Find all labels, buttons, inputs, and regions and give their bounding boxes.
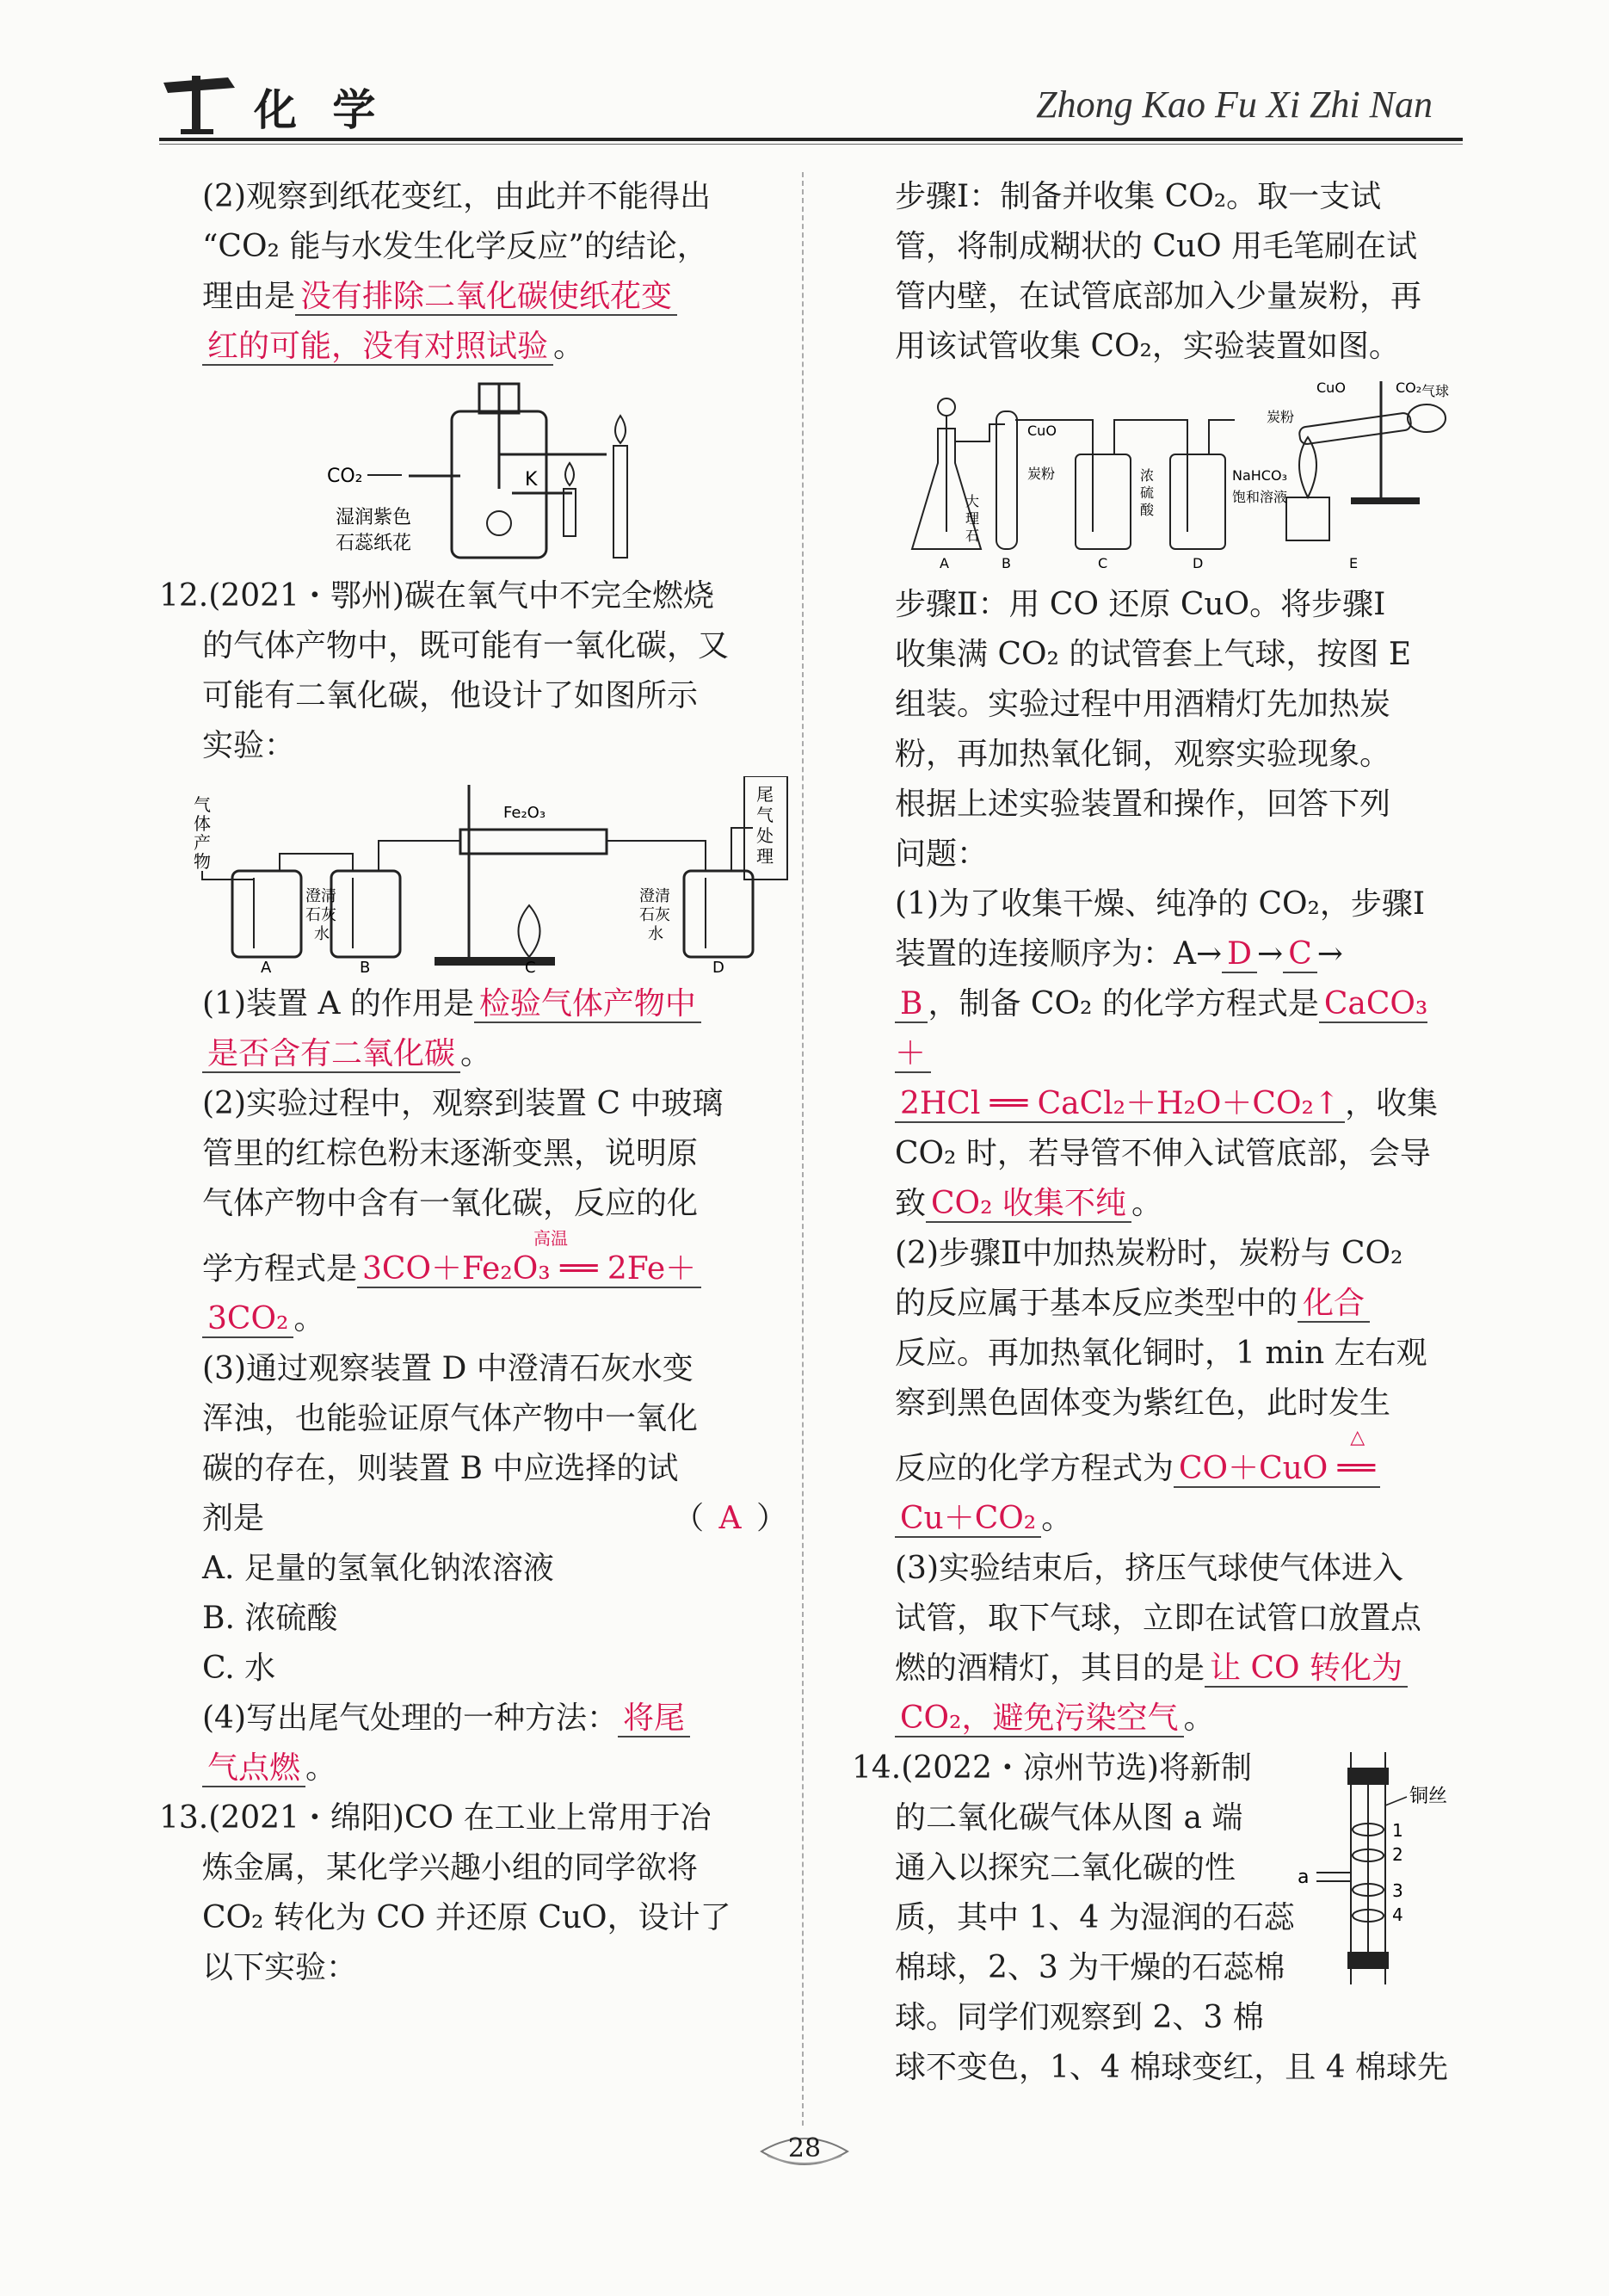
text-line: (2)实验过程中，观察到装置 C 中玻璃 [202,1086,724,1121]
gas-label-3: 产 [194,832,211,853]
text-line: 的气体产物中，既可能有一氧化碳，又 [202,628,730,663]
reaction-condition: △ [1350,1427,1365,1448]
marble-label-3: 石 [965,528,980,544]
text-line: 组装。实验过程中用酒精灯先加热炭 [895,687,1391,722]
text-line: 用该试管收集 CO₂，实验装置如图。 [895,329,1400,364]
text-line: 的二氧化碳气体从图 a 端 [895,1800,1243,1836]
answer-a2-eq-a [1174,1427,1380,1488]
answer-q12-2b: 3CO₂ [202,1301,293,1338]
tail-label-3: 处 [756,825,774,846]
text-fragment: 剂是 [202,1501,265,1536]
tail-label-1: 尾 [756,784,774,805]
text-fragment: 理由是 [202,279,296,314]
figure-co2-preparation-apparatus-svg [895,377,1480,575]
ball-label-4: 4 [1392,1904,1403,1925]
text-line: 通入以探究二氧化碳的性 [895,1850,1236,1886]
text-line: 管内壁，在试管底部加入少量炭粉，再 [895,279,1422,314]
answer-bracket: （ A ） [673,1501,787,1536]
punctuation: 。 [1131,1186,1162,1221]
punctuation: 。 [1041,1501,1073,1536]
answer-q12-1a: 检验气体产物中 [474,986,701,1023]
figure-label-cuo: CuO [1027,423,1057,439]
text-fragment: ，制备 CO₂ 的化学方程式是 [928,986,1319,1021]
text-line: 以下实验： [202,1950,358,1985]
answer-q12-2a [357,1228,701,1288]
text-line: 球。同学们观察到 2、3 棉 [895,2000,1264,2035]
text-line: 棉球，2、3 为干燥的石蕊棉 [895,1950,1285,1985]
text-line: CO₂ 时，若导管不伸入试管底部，会导 [895,1136,1431,1171]
figure-label-co2-e: CO₂ [1396,380,1422,396]
figure-label-saturated: 饱和溶液 [1232,489,1288,505]
option-a: A. 足量的氢氧化钠浓溶液 [202,1551,554,1586]
text-line: 炼金属，某化学兴趣小组的同学欲将 [202,1850,699,1886]
answer-q12-1b: 是否含有二氧化碳 [202,1036,460,1073]
figure-cotton-ball-tube [1291,1752,1463,1984]
figure-label-paper-a: 湿润紫色 [336,507,412,528]
punctuation: 。 [1183,1700,1215,1736]
punctuation: 。 [460,1036,492,1071]
page-number [757,2130,852,2173]
ball-label-3: 3 [1392,1880,1403,1901]
figure-label-carbon-e: 炭粉 [1267,409,1295,425]
text-line: 反应。再加热氧化铜时，1 min 左右观 [895,1336,1427,1371]
figure-label-k: K [525,469,538,491]
text-line: 碳的存在，则装置 B 中应选择的试 [202,1451,679,1486]
figure-co2-preparation-apparatus [895,377,1463,575]
header-rule [159,138,1463,141]
text-fragment: 反应的化学方程式为 [895,1451,1174,1486]
text-line: 步骤Ⅱ：用 CO 还原 CuO。将步骤Ⅰ [895,587,1386,622]
text-fragment: 燃的酒精灯，其目的是 [895,1651,1205,1686]
text-line: CO₂ 转化为 CO 并还原 CuO，设计了 [202,1900,731,1935]
figure-label-nahco3: NaHCO₃ [1232,467,1287,484]
question-number-12: 12. [159,578,209,614]
answer-a1-eq-a: CaCO₃＋ [895,986,1428,1071]
text-line: 质，其中 1、4 为湿润的石蕊 [895,1900,1295,1935]
text-line: 球不变色，1、4 棉球变红，且 4 棉球先 [895,2050,1449,2085]
apparatus-label-b: B [1002,555,1011,571]
acid-label-1: 浓 [1140,467,1155,484]
gas-label-2: 体 [194,813,211,834]
column-divider [802,172,804,2126]
question-number-14: 14. [852,1750,902,1786]
text-line: 步骤Ⅰ：制备并收集 CO₂。取一支试 [895,179,1382,214]
acid-label-2: 硫 [1140,485,1155,501]
punctuation: 。 [293,1301,325,1336]
marble-label-2: 理 [965,510,980,527]
text-line: 试管，取下气球，立即在试管口放置点 [895,1601,1422,1636]
text-line: 根据上述实验装置和操作，回答下列 [895,787,1391,822]
apparatus-label-e: E [1349,555,1359,571]
text-line: 粉，再加热氧化铜，观察实验现象。 [895,737,1391,772]
figure-cotton-ball-tube-svg [1291,1752,1463,1984]
answer-a1-d: D [1222,936,1257,973]
figure-label-cuo-e: CuO [1316,380,1346,396]
question-source: (2021・绵阳) [208,1800,404,1836]
punctuation: 。 [553,329,585,364]
apparatus-label-c: C [1098,555,1108,571]
answer-a2-eq-b: Cu＋CO₂ [895,1501,1041,1538]
equation-text: 3CO＋Fe₂O₃ ══ 2Fe＋ [362,1251,697,1287]
subject-title: 化 学 [254,84,386,135]
question-14 [852,1744,1463,2093]
lime-label-d2: 石灰 [639,906,670,924]
answer-q11-2b: 红的可能，没有对照试验 [202,329,553,366]
question-source: (2022・凉州节选) [901,1750,1159,1786]
figure-label-copper-wire: 铜丝 [1409,1786,1448,1807]
signpost-logo-icon [159,67,237,136]
figure-label-a: a [1298,1867,1310,1888]
text-line: 可能有二氧化碳，他设计了如图所示 [202,678,699,713]
text-fragment: 的反应属于基本反应类型中的 [895,1286,1298,1321]
figure-co2-paper-flower-svg [202,377,787,566]
question-source: (2021・鄂州) [208,578,404,614]
text-line: 浑浊，也能验证原气体产物中一氧化 [202,1401,699,1436]
answer-q12-4b: 气点燃 [202,1750,305,1787]
answer-a2-type: 化合 [1298,1286,1370,1323]
acid-label-3: 酸 [1140,502,1155,518]
text-fragment: 装置的连接顺序为：A→ [895,936,1223,972]
answer-a1-eq-b: 2HCl ══ CaCl₂＋H₂O＋CO₂↑ [895,1086,1345,1123]
text-fragment: CO 在工业上常用于冶 [404,1800,712,1836]
text-fragment: ，收集 [1345,1086,1439,1121]
figure-label-paper-b: 石蕊纸花 [336,533,412,554]
text-fragment: 将新制 [1158,1750,1252,1786]
arrow: → [1257,936,1284,972]
ball-label-1: 1 [1392,1820,1403,1841]
figure-gas-product-apparatus-svg [194,776,796,974]
figure-label-balloon: 气球 [1421,383,1450,399]
apparatus-label-a: A [261,959,272,974]
text-fragment: 碳在氧气中不完全燃烧 [404,578,714,614]
option-c: C. 水 [202,1651,276,1686]
header-rule-thin [159,144,1463,145]
figure-label-co2: CO₂ [327,466,363,487]
figure-label-carbon: 炭粉 [1027,466,1056,482]
apparatus-label-b: B [360,959,371,974]
right-column [852,172,1463,2093]
lime-label-d1: 澄清 [639,887,670,905]
answer-q12-3: A [718,1501,742,1536]
answer-a1-c: C [1283,936,1317,973]
ball-label-2: 2 [1392,1844,1403,1865]
text-fragment: 致 [895,1186,927,1221]
text-fragment: (4)写出尾气处理的一种方法： [202,1700,618,1736]
page-header [159,60,1458,142]
text-fragment: (1)装置 A 的作用是 [202,986,474,1021]
apparatus-label-c: C [525,959,536,974]
figure-gas-product-apparatus [194,776,787,974]
apparatus-label-d: D [712,959,724,974]
header-slogan: Zhong Kao Fu Xi Zhi Nan [1036,83,1433,126]
reaction-condition: 高温 [533,1228,569,1249]
lime-label-b1: 澄清 [305,887,336,905]
gas-label-4: 物 [194,851,211,872]
figure-label-fe2o3: Fe₂O₃ [503,804,546,822]
punctuation: 。 [305,1750,337,1786]
lime-label-b3: 水 [314,925,330,943]
text-line: 实验： [202,728,296,763]
text-fragment: 学方程式是 [202,1251,358,1287]
text-line: 察到黑色固体变为紫红色，此时发生 [895,1386,1391,1421]
lime-label-b2: 石灰 [305,906,336,924]
text-line: (3)实验结束后，挤压气球使气体进入 [895,1551,1403,1586]
apparatus-label-d: D [1193,555,1204,571]
text-line: 问题： [895,836,989,872]
answer-a1-b: B [895,986,928,1023]
text-line: (2)步骤Ⅱ中加热炭粉时，炭粉与 CO₂ [895,1236,1403,1271]
text-line: (2)观察到纸花变红，由此并不能得出 [202,179,711,214]
answer-q12-4a: 将尾 [618,1700,690,1737]
answer-a1-result: CO₂ 收集不纯 [926,1186,1131,1223]
lime-label-d3: 水 [648,925,663,943]
answer-q11-2a: 没有排除二氧化碳使纸花变 [295,279,677,316]
text-line: 气体产物中含有一氧化碳，反应的化 [202,1186,699,1221]
figure-co2-paper-flower [202,377,787,566]
tail-label-2: 气 [756,805,774,825]
answer-a3-a: 让 CO 转化为 [1205,1651,1408,1688]
text-line: 管里的红棕色粉末逐渐变黑，说明原 [202,1136,699,1171]
text-line: “CO₂ 能与水发生化学反应”的结论， [202,229,708,264]
left-column [159,172,787,1993]
equation-text: CO＋CuO ══ [1179,1451,1376,1486]
apparatus-label-a: A [940,555,949,571]
option-b: B. 浓硫酸 [202,1601,338,1636]
text-line: 管，将制成糊状的 CuO 用毛笔刷在试 [895,229,1418,264]
arrow: → [1316,936,1343,972]
question-number-13: 13. [159,1800,209,1836]
text-line: 收集满 CO₂ 的试管套上气球，按图 E [895,637,1412,672]
answer-a3-b: CO₂，避免污染空气 [895,1700,1184,1737]
page-number-text: 28 [787,2133,822,2163]
text-line: (1)为了收集干燥、纯净的 CO₂，步骤Ⅰ [895,886,1426,922]
marble-label-1: 大 [965,493,980,509]
text-line: (3)通过观察装置 D 中澄清石灰水变 [202,1351,694,1386]
tail-label-4: 理 [756,846,774,867]
gas-label-1: 气 [194,794,211,815]
